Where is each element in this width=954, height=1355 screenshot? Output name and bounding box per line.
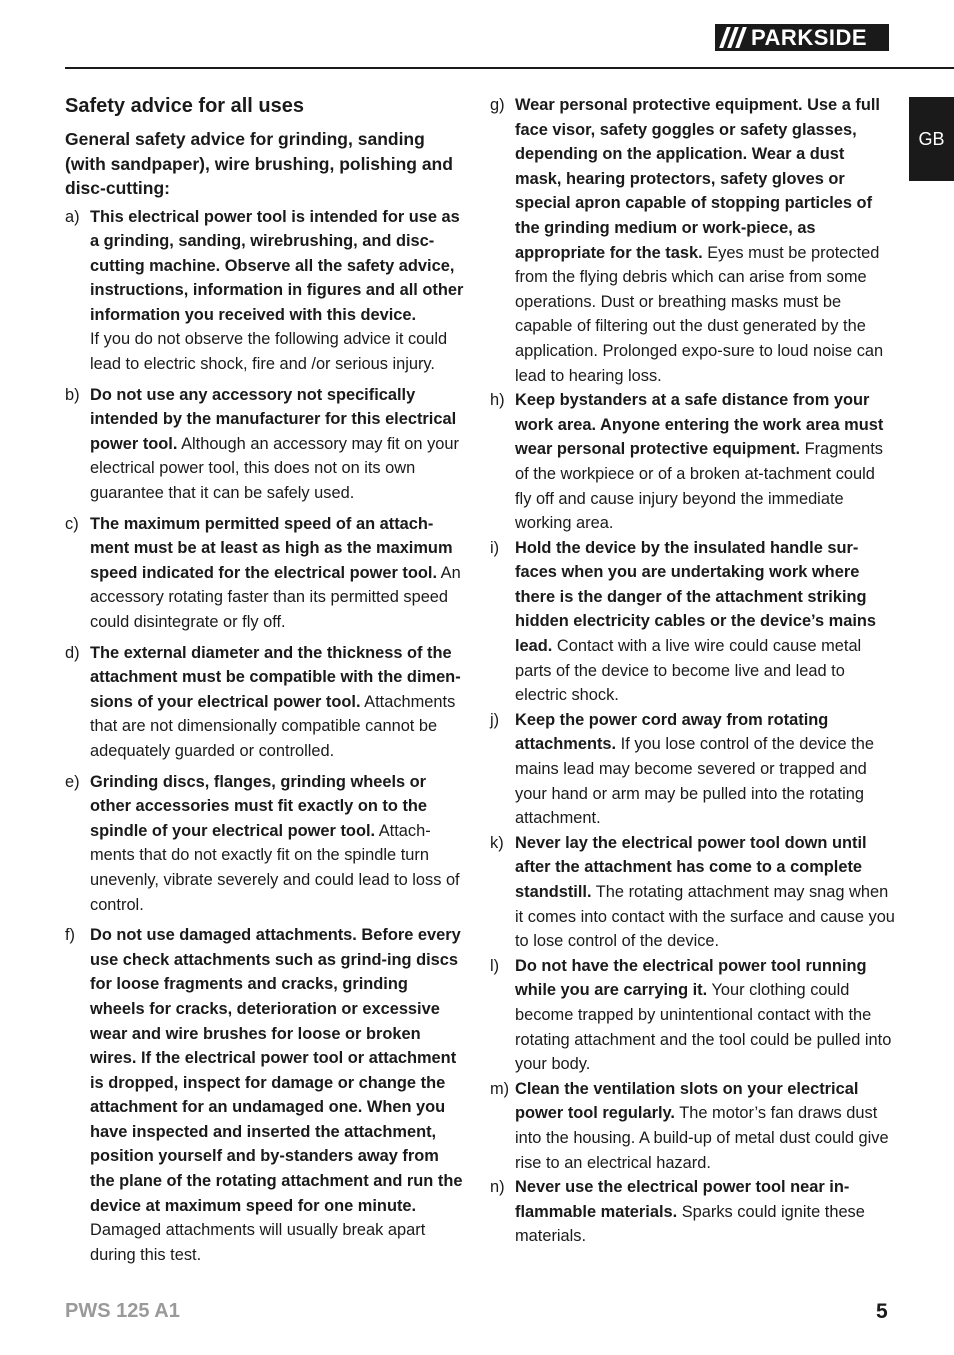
item-label: d) — [65, 643, 80, 662]
item-bold-text: Do not use any accessory not specifically intended by the manufacturer for this electrical power tool. — [90, 385, 457, 453]
item-text: An accessory rotating faster than its permitted speed could disintegrate or fly off. — [90, 563, 461, 631]
model-number: PWS 125 A1 — [65, 1300, 180, 1322]
item-text: Fragments of the workpiece or of a broken at-tachment could fly off and cause injury beyond the immediate working area. — [515, 440, 883, 533]
list-item — [490, 954, 895, 1077]
list-item — [490, 1175, 895, 1249]
item-text: If you lose control of the device the mains lead may become severed or trapped and your hand or arm may be pulled into the rotating attachment. — [515, 735, 874, 828]
item-bold-text: The external diameter and the thickness of the attachment must be compatible with the dimen-sions of your electrical power tool. — [90, 643, 461, 711]
item-label: h) — [490, 391, 505, 410]
item-text: Damaged attachments will usually break apart during this test. — [90, 1221, 426, 1264]
item-text: Attach-ments that do not exactly fit on the spindle turn unevenly, vibrate severely and could lead to loss of control. — [90, 821, 460, 914]
list-item — [490, 1077, 895, 1175]
item-text: Although an accessory may fit on your electrical power tool, this does not on its own guarantee that it can be safely used. — [90, 434, 459, 503]
item-text: If you do not observe the following advice it could lead to electric shock, fire and /or serious injury. — [90, 330, 448, 374]
section-subtitle: General safety advice for grinding, sanding (with sandpaper), wire brushing, polishing and disc-cutting: — [65, 129, 453, 198]
item-bold-text: The maximum permitted speed of an attach-ment must be at least as high as the maximum speed indicated for the electrical power tool. — [90, 514, 453, 582]
item-label: c) — [65, 514, 79, 533]
item-label: g) — [490, 96, 505, 114]
item-bold-text: Keep the power cord away from rotating attachments. — [515, 710, 829, 754]
item-bold-text: Grinding discs, flanges, grinding wheels or other accessories must fit exactly on to the spindle of your electrical power tool. — [90, 772, 428, 840]
item-label: m) — [490, 1079, 510, 1098]
parkside-logo — [715, 24, 889, 51]
right-column — [490, 93, 895, 1249]
section-title: Safety advice for all uses — [65, 95, 305, 117]
list-item — [65, 512, 467, 635]
item-bold-text: Never use the electrical power tool near in-flammable materials. — [515, 1178, 850, 1221]
item-text: The rotating attachment may snag when it comes into contact with the surface and cause you to lose control of the device. — [515, 883, 895, 951]
item-label: j) — [490, 710, 500, 729]
item-bold-text: Do not use damaged attachments. Before every use check attachments such as grind-ing discs for loose fragments and cracks, grinding wheels for cracks, deterioration or excessive wear and wire brushes for loose or broken wires. If the electrical power tool or attachment is dropped, inspect for damage or change the attachment for an undamaged one. When you have inspected and inserted the attachment, position yourself and by-standers away from the plane of the rotating attachment and run the device at maximum speed for one minute. — [90, 926, 463, 1215]
list-item — [65, 641, 467, 764]
item-label: f) — [65, 926, 76, 945]
list-item — [490, 388, 895, 536]
page-number: 5 — [876, 1300, 888, 1323]
item-text: Sparks could ignite these materials. — [515, 1202, 865, 1246]
list-item — [65, 205, 467, 377]
item-label: b) — [65, 385, 80, 404]
logo-stripes-icon — [715, 24, 751, 51]
list-item — [490, 93, 895, 388]
item-label: l) — [490, 956, 500, 975]
item-bold-text: Keep bystanders at a safe distance from your work area. Anyone entering the work area must wear personal protective equipment. — [515, 391, 884, 459]
item-label: k) — [490, 833, 504, 852]
item-label: a) — [65, 207, 80, 226]
item-bold-text: Never lay the electrical power tool down until after the attachment has come to a complete standstill. — [515, 833, 867, 901]
item-label: i) — [490, 538, 500, 557]
header-rule — [65, 67, 954, 69]
item-label: e) — [65, 772, 80, 791]
item-label: n) — [490, 1178, 505, 1197]
item-text: Attachments that are not dimensionally compatible cannot be adequately guarded or controlled. — [90, 692, 456, 760]
item-bold-text: Wear personal protective equipment. Use a full face visor, safety goggles or safety glasses, depending on the application. Wear a dust mask, hearing protectors, safety gloves or special apron capable of stopping particles of the grinding medium or work-piece, as appropriate for the task. — [515, 96, 880, 262]
item-bold-text: This electrical power tool is intended for use as a grinding, sanding, wirebrushing, and disc-cutting machine. Observe all the safety advice, instructions, information in figures and all other information you received with this device. — [90, 207, 464, 324]
list-item — [490, 536, 895, 708]
item-bold-text: Do not have the electrical power tool running while you are carrying it. — [515, 956, 867, 1000]
item-text: Your clothing could become trapped by unintentional contact with the rotating attachment and the tool could be pulled into your body. — [515, 981, 892, 1074]
list-item — [65, 383, 467, 506]
brand-name: PARKSIDE — [751, 24, 868, 50]
list-item — [490, 708, 895, 831]
list-item — [65, 770, 467, 918]
list-item — [65, 923, 467, 1267]
left-column — [65, 93, 467, 1273]
item-bold-text: Hold the device by the insulated handle sur-faces when you are undertaking work where there is the danger of the attachment striking hidden electricity cables or the device’s mains lead. — [515, 538, 877, 656]
item-text: The motor’s fan draws dust into the housing. A build-up of metal dust could give rise to an electrical hazard. — [515, 1104, 889, 1172]
item-text: Eyes must be protected from the flying debris which can arise from some operations. Dust or breathing masks must be capable of filtering out the dust generated by the application. Prolonged expo-sure to loud noise can lead to hearing loss. — [515, 243, 884, 385]
item-text: Contact with a live wire could cause metal parts of the device to become live and lead to electric shock. — [515, 637, 862, 705]
item-bold-text: Clean the ventilation slots on your electrical power tool regularly. — [515, 1079, 859, 1123]
language-tab: GB — [909, 97, 954, 181]
list-item — [490, 831, 895, 954]
